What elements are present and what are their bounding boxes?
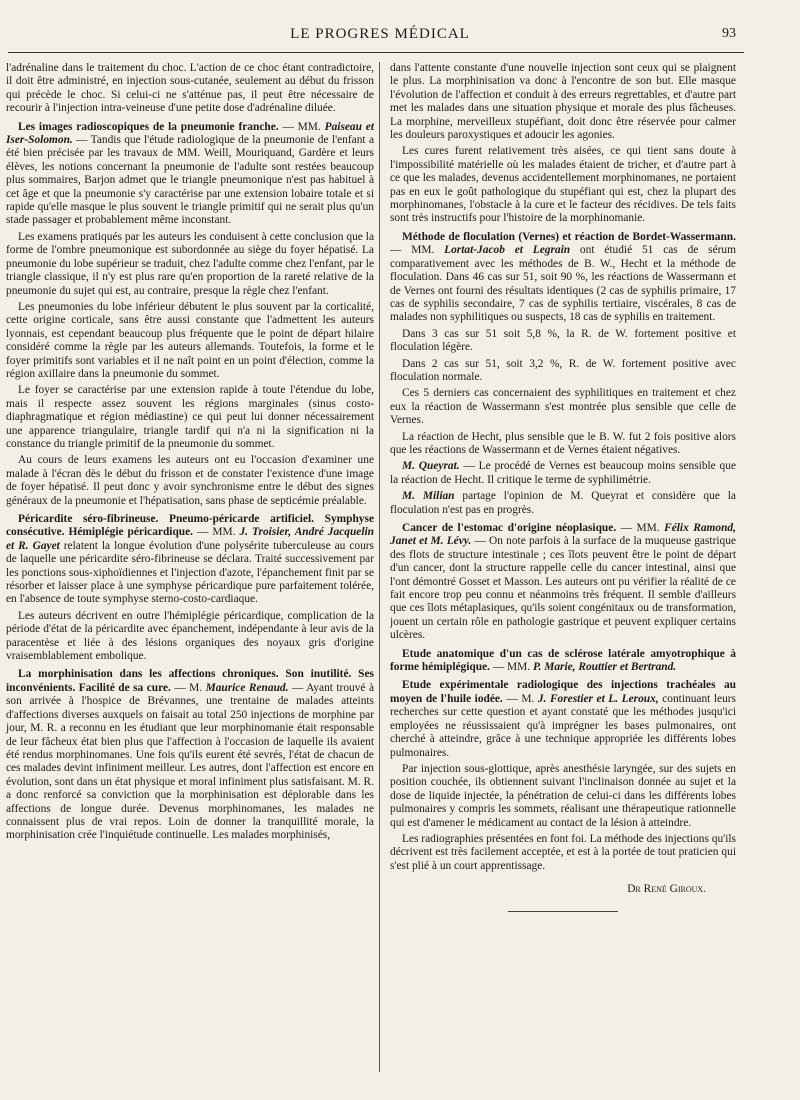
article-text: — Tandis que l'étude radiologique de la pneumonie de l'enfant a été bien précisée par les travaux de MM. Weill, Mouriquand, Gardère et leurs élèves, les notions concernant la pneumonie de l'adulte sont restées beaucoup plus sommaires, Barjon admet que le triangle pneumonique n'est pas habituel à cet âge et que la pneumonie s'y caractérise par une extension lobaire totale et si rapide qu'elle masque le plus souvent le triangle primitif qui ne serait plus qu'un stade passager et probablement même inconstant.	[6, 134, 374, 227]
separator: — MM.	[616, 522, 665, 534]
separator: — MM.	[390, 244, 445, 257]
article-title: Péricardite séro-fibrineuse. Pneumo-péricarde artificiel. Symphyse consécutive. Hémiplégie péricardique.	[6, 513, 374, 539]
article-paragraph	[390, 231, 736, 325]
article-authors: Paiseau et Iser-Solomon.	[6, 120, 374, 147]
separator: — MM.	[489, 661, 534, 674]
article-authors: J. Forestier et L. Leroux,	[537, 692, 659, 705]
article-paragraph	[6, 513, 374, 607]
paragraph: Dans 2 cas sur 51, soit 3,2 %, R. de W. fortement positive avec floculation normale.	[390, 357, 736, 383]
article-authors: Félix Ramond, Janet et M. Lévy.	[390, 522, 736, 548]
paragraph: Le foyer se caractérise par une extension rapide à toute l'étendue du lobe, mais il respecte assez souvent les régions marginales (sinus costo-diaphragmatique et région médiastine) ce qui peut lui donner nécessairement une apparence triangulaire, triangle tardif qui n'a ni la signification ni la constance du triangle primitif de la pneumonie du sommet.	[6, 384, 374, 450]
right-column	[390, 62, 736, 1088]
paragraph: Les pneumonies du lobe inférieur débutent le plus souvent par la corticalité, cette origine corticale, sans être aussi constante que l'admettent les auteurs lyonnais, est cependant beaucoup plus fréquente que le point de départ hilaire considéré comme la règle par les auteurs allemands. Toutefois, la forme et le foyer primitifs sont variables et il ne naît point en un point d'élection, comme la région axillaire dans la pneumonie du sommet.	[6, 300, 374, 380]
paragraph: Les cures furent relativement très aisées, ce qui tient sans doute à l'impossibilité matérielle où les malades étaient de tricher, et d'autre part à ce que les malades, devenus accidentellement morphinomanes, ne portaient pas en eux le goût pathologique du stupéfiant qui est, chez la plupart des morphinomanes, l'obstacle à la cure et le facteur des récidives. De tels faits sont très instructifs pour l'histoire de la morphinomanie.	[390, 145, 736, 225]
article-paragraph	[390, 522, 736, 643]
separator: — M.	[502, 692, 538, 705]
article-radioscopie	[6, 121, 374, 508]
paragraph: Ces 5 derniers cas concernaient des syphilitiques en traitement et chez eux la réaction de Wassermann s'est montrée plus sensible que celle de Vernes.	[390, 387, 736, 427]
article-cancer-estomac	[390, 522, 736, 643]
page-header	[0, 26, 800, 50]
paragraph: La réaction de Hecht, plus sensible que le B. W. fut 2 fois positive alors que les réactions de Wassermann et de Vernes étaient négatives.	[390, 430, 736, 456]
article-text: relatent la longue évolution d'une polysérite tuberculeuse au cours de laquelle une péricardite séro-fibrineuse se déclara. Traité successivement par les ponctions sous-xiphoïdiennes et l'injection d'azote, l'épanchement finit par se résorber et laisser place à une symphyse péricardique pure parfaitement tolérée, en l'absence de toute symphyse sterno-costo-cardiaque.	[6, 539, 374, 606]
speaker-name: M. Queyrat.	[402, 460, 460, 473]
running-title: LE PROGRES MÉDICAL	[290, 26, 470, 42]
article-text: continuant leurs recherches sur cette question et ayant constaté que les méthodes jusqu'ici employées ne réussissaient qu'à imprégner les bases pulmonaires, ont cherché à atteindre, grâce à une technique appropriée les différents lobes pulmonaires.	[390, 692, 736, 759]
article-paragraph	[390, 648, 736, 675]
paragraph: dans l'attente constante d'une nouvelle injection sont ceux qui se plaignent le plus. La morphinisation va donc à l'encontre de son but. Elle masque l'évolution de l'affection et conduit à des erreurs regrettables, et d'autre part met les malades dans une situation physique et morale des plus fâcheuses. La morphine, merveilleux stupéfiant, doit donc être réservée pour calmer les douleurs paroxystiques et adoucir les agonies.	[390, 62, 736, 142]
end-rule	[508, 911, 618, 912]
article-title: La morphinisation dans les affections chroniques. Son inutilité. Ses inconvénients. Facilité de sa cure.	[6, 668, 374, 694]
article-title: Les images radioscopiques de la pneumonie franche.	[18, 120, 279, 133]
article-floculation	[390, 231, 736, 517]
separator: — MM.	[193, 526, 240, 539]
article-title: Etude anatomique d'un cas de sclérose latérale amyotrophique à forme hémiplégique.	[390, 647, 736, 674]
separator: — M.	[170, 681, 206, 694]
article-text: partage l'opinion de M. Queyrat et considère que la floculation n'est pas en progrès.	[390, 490, 736, 516]
article-paragraph	[6, 121, 374, 228]
article-sclerose	[390, 648, 736, 675]
paragraph: Au cours de leurs examens les auteurs ont eu l'occasion d'examiner une malade à l'écran dès le début du frisson et de constater l'existence d'une image de foyer hépatisé. Il peut donc y avoir synchronisme entre le début des signes généraux de la pneumonie et l'hépatisation, sans phase de septicémie préalable.	[6, 454, 374, 507]
article-paragraph	[6, 668, 374, 842]
paragraph: Les auteurs décrivent en outre l'hémiplégie péricardique, complication de la période d'état de la péricardite avec épanchement, indépendante à leur avis de la paracentèse et liée à des lésions organiques des noyaux gris d'origine vraisemblablement embolique.	[6, 609, 374, 663]
article-authors: Maurice Renaud.	[205, 681, 289, 694]
article-morphinisation	[6, 668, 374, 842]
left-column	[0, 62, 374, 1088]
paragraph	[390, 460, 736, 487]
article-title: Méthode de floculation (Vernes) et réaction de Bordet-Wassermann.	[402, 230, 736, 243]
article-text: — On note parfois à la surface de la muqueuse gastrique des flots de structure intestinale ; ces îlots peuvent être le point de départ d'un cancer, dont la structure rappelle celle du cancer intestinal, ainsi que l'ont démontré Gosset et Masson. Les auteurs ont pu vérifier la réalité de ce fait encore trop peu connu et néanmoins très fréquent. Il semble d'ailleurs que ces îlots métaplasiques, qu'ils soient congénitaux ou de transformation, jouent un certain rôle en pathologie gastrique et peuvent expliquer certains ulcères.	[390, 535, 736, 642]
article-authors: P. Marie, Routtier et Bertrand.	[533, 661, 677, 674]
signature	[390, 883, 736, 896]
article-pericardite	[6, 513, 374, 663]
separator: — MM.	[278, 120, 325, 133]
column-divider	[379, 62, 380, 1072]
paragraph: Par injection sous-glottique, après anesthésie laryngée, sur des sujets en position couchée, ils obtiennent suivant l'inclinaison donnée au sujet et la dose de liquide injectée, la pénétration de celui-ci dans les différents lobes pulmonaires y compris les sommets, réalisant une thérapeutique rationnelle qui est d'amener le médicament au contact de la lésion à atteindre.	[390, 762, 736, 829]
article-text: — Ayant trouvé à son arrivée à l'hospice de Brévannes, une trentaine de malades atteints d'affections diverses auxquels on faisait au total 250 injections de morphine par jour, M. R. a reconnu en les étudiant que leur morphinomanie était responsable de leur fâcheux état bien plus que l'affection à l'occasion de laquelle ils avaient été rendus morphinomanes. Une fois qu'ils eurent été sevrés, l'état de chacun de ces malades devint infiniment meilleur. Les autres, dont l'affection est encore en évolution, sont dans un état physique et moral infiniment plus satisfaisant. M. R. a donc renforcé sa conviction que la morphinisation est déplorable dans les affections de longue durée. Devenus morphinomanes, les malades ne connaissent plus de vrai repos. Loin de donner la tranquillité morale, la morphinisation crée l'inquiétude continuelle. Les malades morphinisés,	[6, 681, 374, 842]
page-number: 93	[722, 26, 736, 41]
article-title: Etude expérimentale radiologique des injections trachéales au moyen de l'huile iodée.	[390, 679, 736, 705]
header-rule	[8, 52, 744, 53]
article-title: Cancer de l'estomac d'origine néoplasique.	[402, 522, 617, 534]
article-authors: Lortat-Jacob et Legrain	[444, 244, 571, 257]
paragraph: Les examens pratiqués par les auteurs les conduisent à cette conclusion que la forme de l'ombre pneumonique est subordonnée au siège du foyer hépatisé. La pneumonie du lobe supérieur se traduit, chez l'adulte comme chez l'enfant, par le triangle classique, il n'y est plus rare qu'en proportion de la rareté relative de la pneumonie du sujet qui est, au contraire, presque la règle chez l'enfant.	[6, 230, 374, 297]
article-huile-iodee	[390, 679, 736, 873]
paragraph	[390, 490, 736, 517]
article-authors: J. Troisier, André Jacquelin et R. Gayet	[6, 526, 374, 552]
article-paragraph	[390, 679, 736, 759]
article-text: — Le procédé de Vernes est beaucoup moins sensible que la réaction de Hecht. Il critique le terme de syphilimétrie.	[390, 460, 736, 486]
article-text: ont étudié 51 cas de sérum comparativement avec les méthodes de B. W., Hecht et la méthode de floculation. Dans 46 cas sur 51, soit 90 %, les réactions de Wassermann et de Vernes ont fourni des résultats identiques (2 cas de syphilis primaire, 17 cas de syphilis secondaire, 7 cas de syphilis tertiaire, viscérales, 8 cas de malades non syphilitiques ou suspects, 18 cas de syphilis en traitement.	[390, 244, 736, 324]
paragraph: Dans 3 cas sur 51 soit 5,8 %, la R. de W. fortement positive et floculation légère.	[390, 327, 736, 354]
speaker-name: M. Milian	[402, 490, 455, 503]
paragraph: l'adrénaline dans le traitement du choc. L'action de ce choc étant contradictoire, il doit être administré, en injection sous-cutanée, seulement au début du frisson qui précède le choc. Si celui-ci ne s'atténue pas, il peut être nécessaire de recourir à l'injection intra-veineuse d'une petite dose d'adrénaline diluée.	[6, 62, 374, 115]
signature-name: Dr René Giroux.	[627, 883, 706, 896]
paragraph: Les radiographies présentées en font foi. La méthode des injections qu'ils décrivent est très facilement acceptée, et est à la portée de tout praticien qui s'est plié à un court apprentissage.	[390, 832, 736, 872]
